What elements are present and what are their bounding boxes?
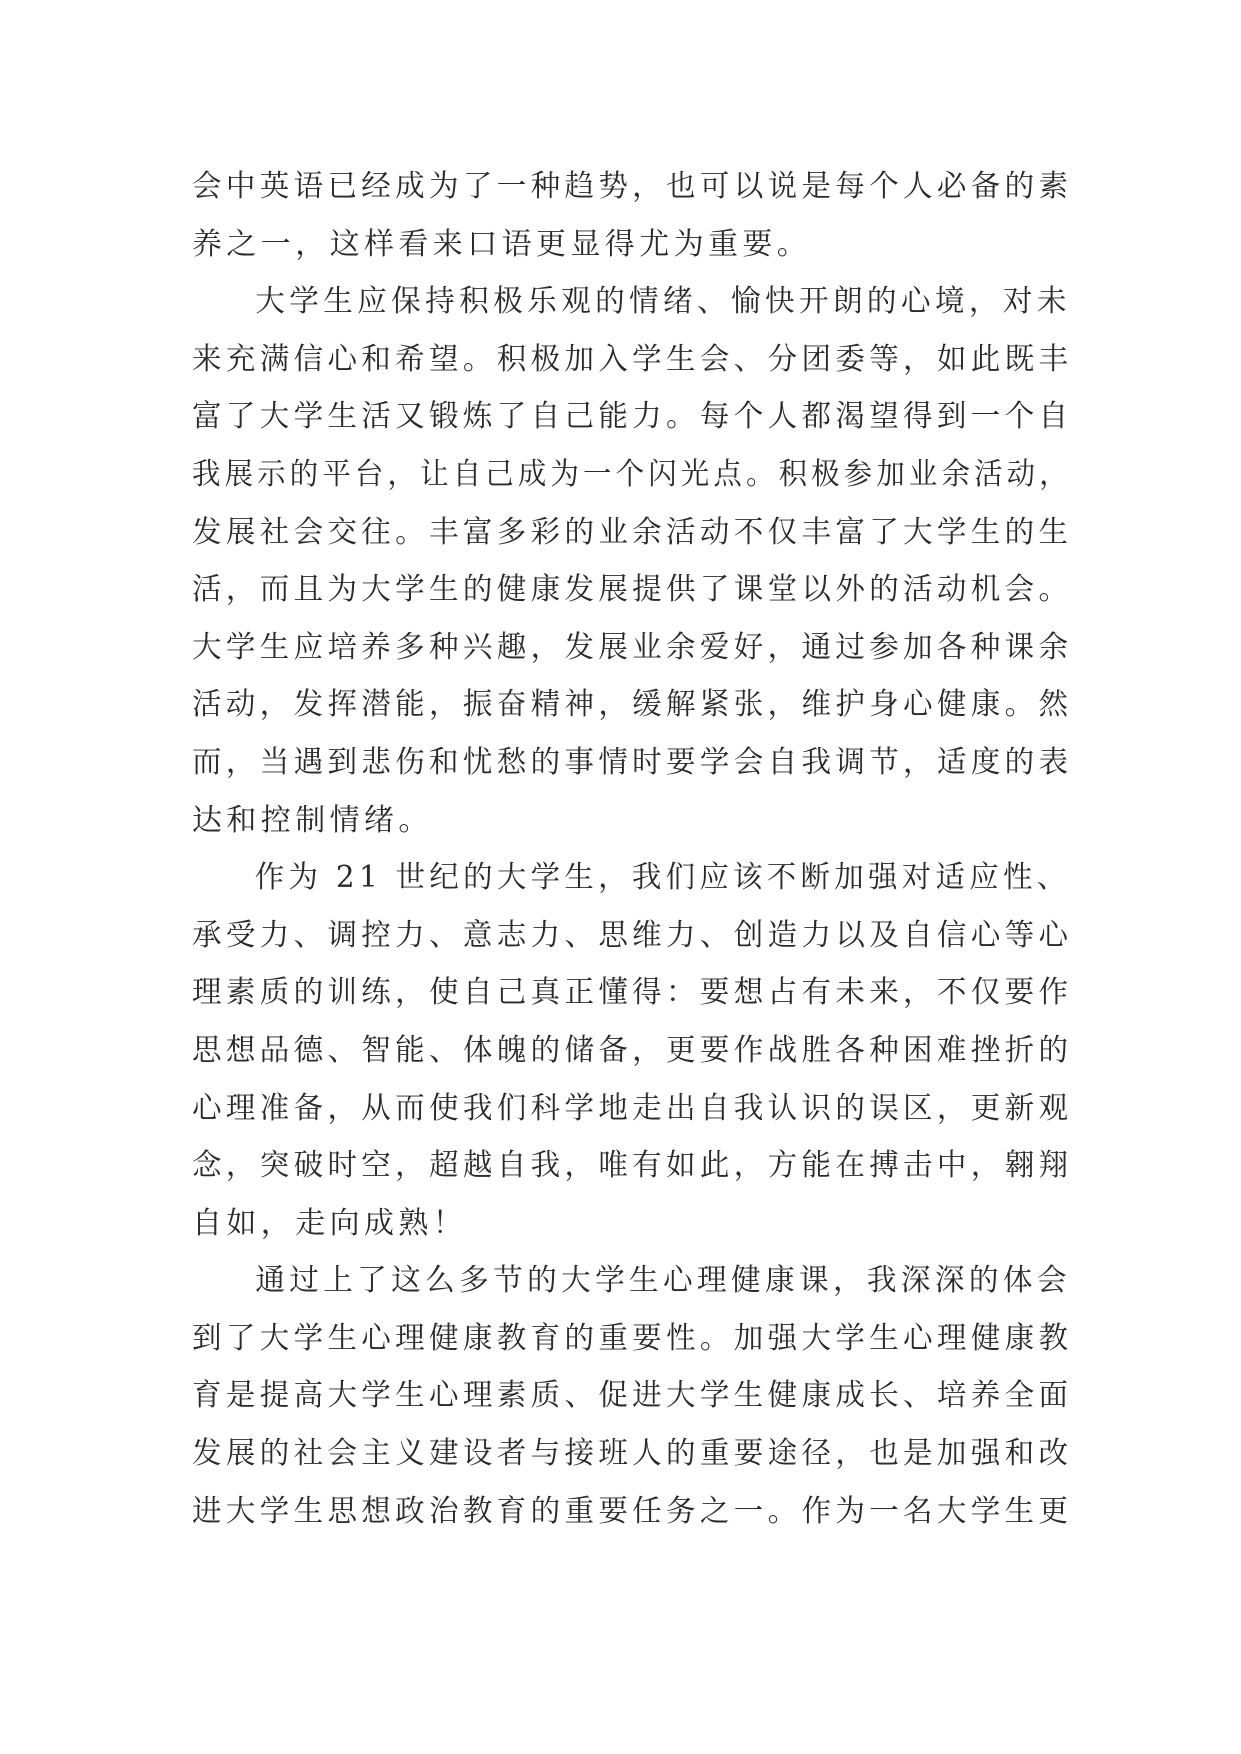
body-text <box>192 158 1072 1540</box>
text-line: 大学生应保持积极乐观的情绪、愉快开朗的心境，对未 <box>255 284 1071 320</box>
text-line: 育是提高大学生心理素质、促进大学生健康成长、培养全面 <box>192 1378 1073 1414</box>
text-line: 会中英语已经成为了一种趋势，也可以说是每个人必备的素 <box>192 169 1073 204</box>
text-line: 富了大学生活又锻炼了自己能力。每个人都渴望得到一个自 <box>192 399 1073 435</box>
text-line: 思想品德、智能、体魄的储备，更要作战胜各种困难挫折的 <box>192 1032 1073 1068</box>
text-line: 活，而且为大学生的健康发展提供了课堂以外的活动机会。 <box>192 572 1073 608</box>
text-line: 承受力、调控力、意志力、思维力、创造力以及自信心等心 <box>192 917 1073 953</box>
text-line: 发展的社会主义建设者与接班人的重要途径，也是加强和改 <box>192 1436 1073 1472</box>
text-line: 来充满信心和希望。积极加入学生会、分团委等，如此既丰 <box>192 341 1073 377</box>
text-line: 理素质的训练，使自己真正懂得：要想占有未来，不仅要作 <box>192 975 1073 1011</box>
text-line: 达和控制情绪。 <box>192 802 433 838</box>
text-line: 心理准备，从而使我们科学地走出自我认识的误区，更新观 <box>192 1090 1073 1126</box>
text-line: 大学生应培养多种兴趣，发展业余爱好，通过参加各种课余 <box>192 629 1073 665</box>
text-line: 我展示的平台，让自己成为一个闪光点。积极参加业余活动， <box>192 456 1072 492</box>
text-line: 而，当遇到悲伤和忧愁的事情时要学会自我调节，适度的表 <box>192 744 1073 780</box>
text-line: 作为 21 世纪的大学生，我们应该不断加强对适应性、 <box>254 860 1071 896</box>
text-line: 通过上了这么多节的大学生心理健康课，我深深的体会 <box>255 1263 1071 1299</box>
text-line: 念，突破时空，超越自我，唯有如此，方能在搏击中，翱翔 <box>192 1148 1073 1184</box>
text-line: 活动，发挥潜能，振奋精神，缓解紧张，维护身心健康。然 <box>192 687 1073 723</box>
text-line: 发展社会交往。丰富多彩的业余活动不仅丰富了大学生的生 <box>192 514 1073 550</box>
text-line: 养之一，这样看来口语更显得尤为重要。 <box>192 226 812 262</box>
text-line: 自如，走向成熟！ <box>192 1205 468 1241</box>
text-line: 到了大学生心理健康教育的重要性。加强大学生心理健康教 <box>192 1320 1073 1356</box>
text-line: 进大学生思想政治教育的重要任务之一。作为一名大学生更 <box>192 1493 1073 1529</box>
